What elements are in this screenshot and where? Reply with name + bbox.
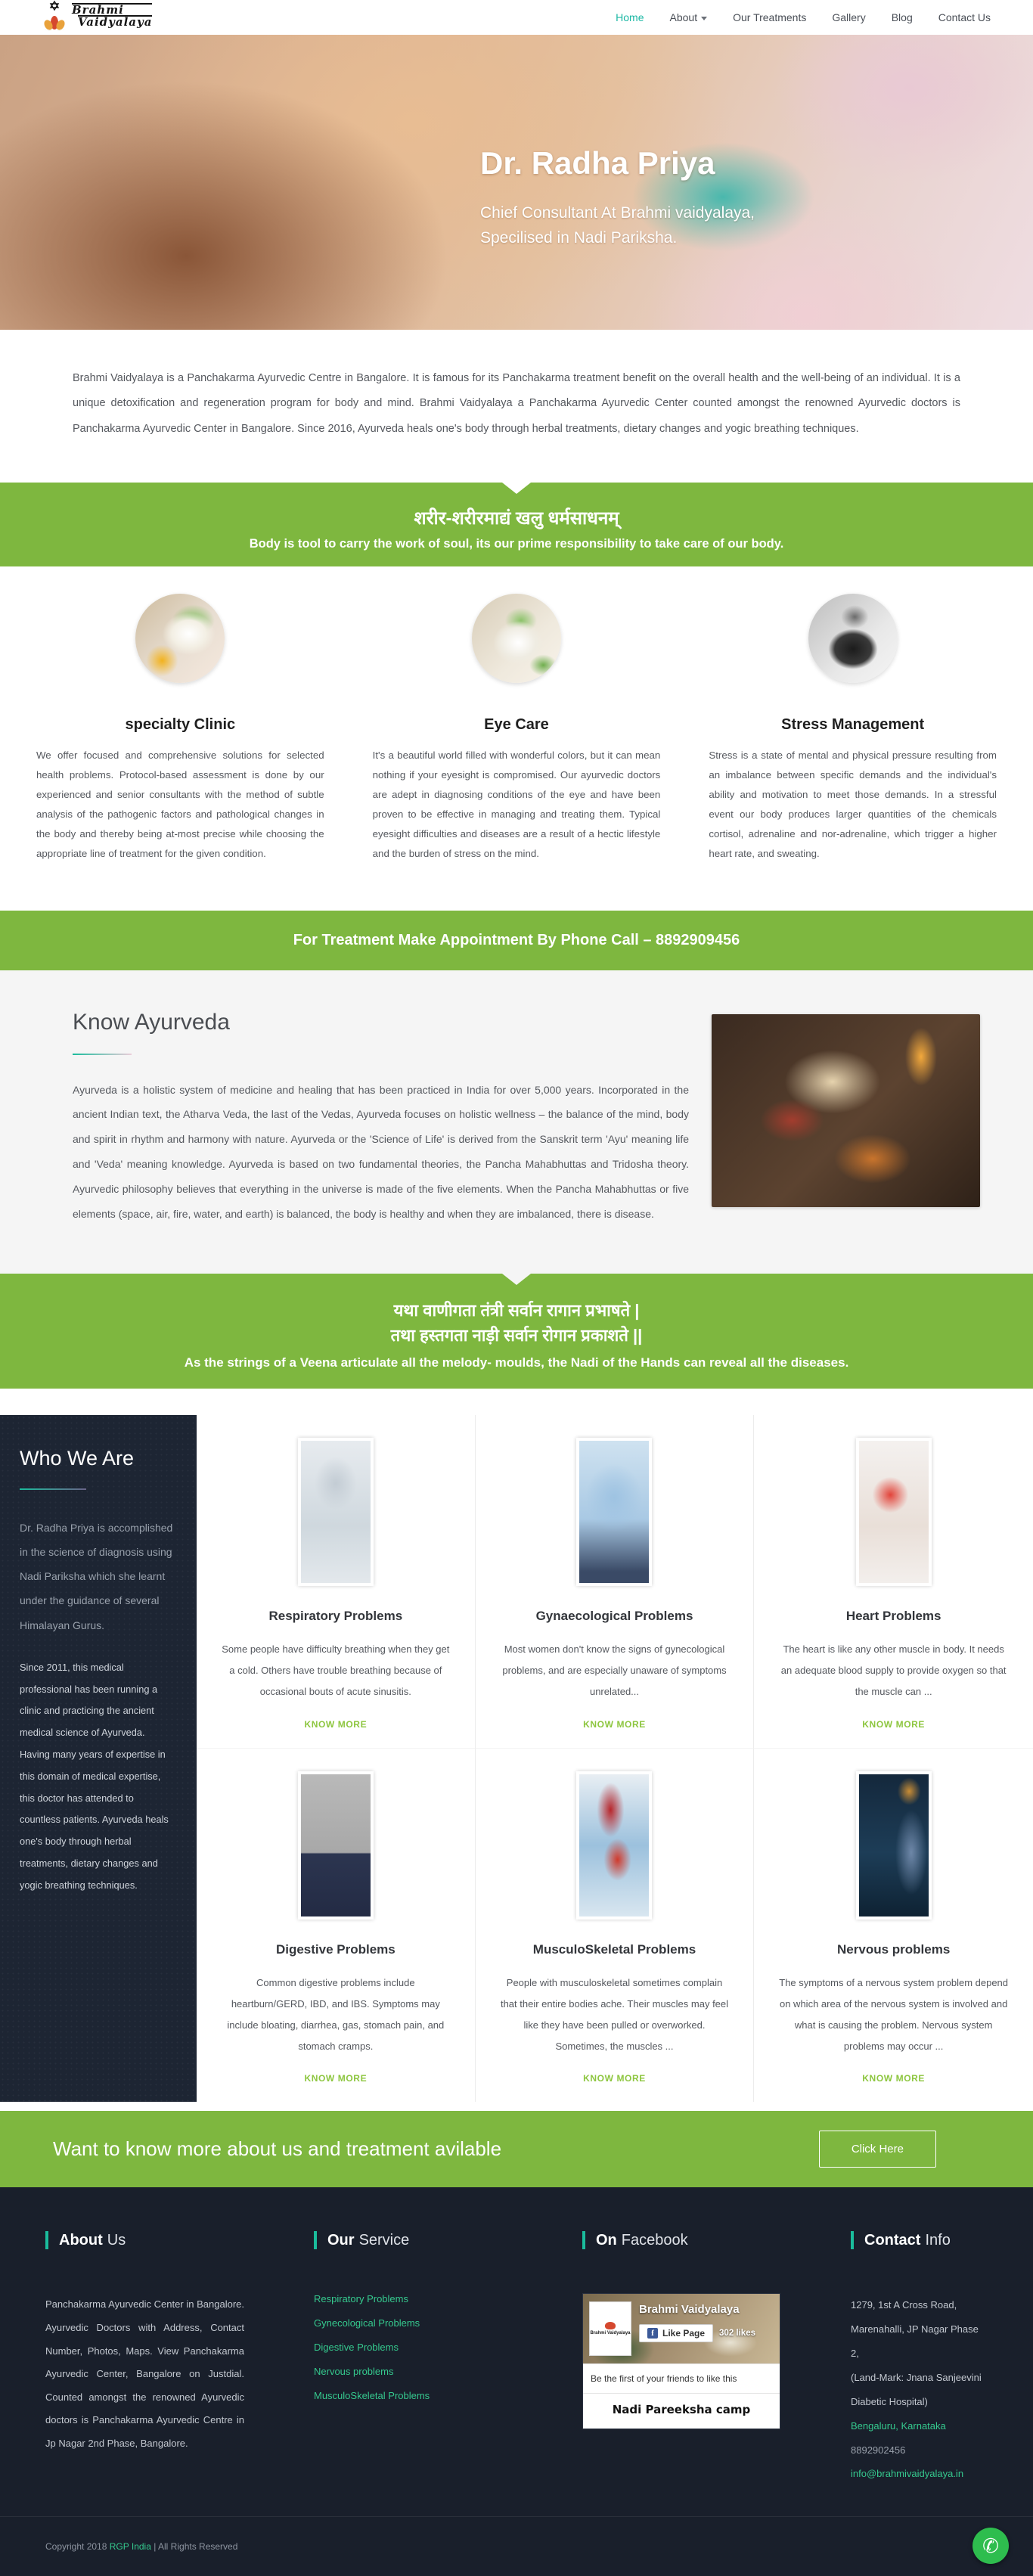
nav-blog[interactable]: Blog [891,11,913,23]
heading-accent-bar [45,2231,48,2249]
footer [0,2187,1033,2516]
brand-name [72,0,152,28]
know-more-link[interactable]: KNOW MORE [583,2073,646,2084]
panel-title: Who We Are [20,1446,135,1470]
nav-about[interactable]: About [670,11,708,23]
footer-facebook-col [582,2231,851,2486]
musculoskeletal-image [576,1771,652,1920]
know-more-link[interactable]: KNOW MORE [304,1718,368,1730]
know-more-link[interactable]: KNOW MORE [583,1718,646,1730]
ayurveda-lamp-image [712,1014,980,1207]
feature-text: We offer focused and comprehensive solutions for selected health problems. Protocol-based assessment is done by our experienced and senior consultants with the method of subtle analysis of the pathogenic factors and pathological changes in the body and thereby being at-most precise while choosing the appropriate line of treatment for the given condition. [36,750,324,859]
cta-text: Want to know more about us and treatment avilable [53,2137,502,2161]
gynaecological-image [576,1438,652,1586]
section-title: Know Ayurveda [73,1009,230,1035]
know-ayurveda-section [0,970,1033,1274]
card-respiratory [197,1415,476,1748]
know-more-link[interactable]: KNOW MORE [862,2073,926,2084]
who-paragraph-1: Dr. Radha Priya is accomplished in the science of diagnosis using Nadi Pariksha which she learnt under the guidance of several Himalayan Gurus. [20,1521,173,1631]
feature-title: Eye Care [484,716,549,734]
card-title: MusculoSkeletal Problems [532,1941,696,1957]
features-section [0,566,1033,911]
facebook-f-icon: f [647,2328,658,2339]
footer-heading-contact: Contact Info [851,2231,988,2249]
feature-text: Stress is a state of mental and physical pressure resulting from an imbalance between specific demands and the individual's ability and motivation to meet those demands. In a stressful event our body produces larger quantities of the chemicals cortisol, adrenaline and nor-adrenaline, which trigger a higher heart rate, and sweating. [709,750,997,859]
card-text: Common digestive problems include heartburn/GERD, IBD, and IBS. Symptoms may include bloating, diarrhea, gas, stomach pain, and stomach cramps. [227,1976,445,2052]
card-text: The heart is like any other muscle in body. It needs an adequate blood supply to provide oxygen so that the muscle can ... [780,1643,1007,1697]
digestive-image [298,1771,374,1920]
copyright-text: Copyright 2018 RGP India | All Rights Reserved [45,2541,238,2553]
intro-section [0,330,1033,483]
quote-band-1 [0,483,1033,566]
card-musculoskeletal [476,1748,755,2103]
card-heart [754,1415,1033,1748]
footer-contact-info [851,2293,988,2486]
facebook-like-button[interactable]: f Like Page [639,2324,713,2342]
card-title: Gynaecological Problems [535,1608,693,1623]
whatsapp-button[interactable] [973,2528,1009,2564]
nervous-image [856,1771,932,1920]
header [0,0,1033,35]
footer-about-col [45,2231,314,2486]
brand-line1: Brahmi [72,3,152,15]
card-text: The symptoms of a nervous system problem depend on which area of the nervous system is involved and what is causing the problem. Nervous system problems may occur ... [779,1976,1009,2052]
intro-paragraph: Brahmi Vaidyalaya is a Panchakarma Ayurvedic Centre in Bangalore. It is famous for its Panchakarma treatment benefit on the overall health and the well-being of an individual. It is a unique detoxification and regeneration program for body and mind. Brahmi Vaidyalaya a Panchakarma Ayurvedic Center counted amongst the renowned Ayurvedic doctors is Panchakarma Ayurvedic Center in Bangalore. Since 2016, Ayurveda heals one's body through herbal treatments, dietary changes and yogic breathing techniques. [73,372,960,435]
who-we-are-panel [0,1415,197,2103]
facebook-page-avatar: Brahmi Vaidyalaya [589,2301,631,2356]
know-ayurveda-paragraph: Ayurveda is a holistic system of medicine and healing that has been practiced in India for over 5,000 years. Incorporated in the ancient Indian text, the Atharva Veda, the last of the Vedas, Ayurveda focuses on holistic wellness – the balance of the mind, body and spirit in rhythm and harmony with nature. Ayurveda or the 'Science of Life' is derived from the Sanskrit term 'Ayu' meaning life and 'Veda' meaning knowledge. Ayurveda is based on two fundamental theories, the Pancha Mahabhuttas and Tridosha theory. Ayurvedic philosophy believes that everything in the universe is made of the five elements. When the Pancha Mahabhuttas or five elements (space, air, fire, water, and earth) is balanced, the body is healthy and when they are imbalanced, there is disease. [73,1083,689,1221]
sanskrit-verse-line2: तथा हस्तगता नाड़ी सर्वान रोगान प्रकाशते || [390,1325,643,1345]
footer-link-gynecological[interactable]: Gynecological Problems [314,2317,420,2329]
brand-line2: Vaidyalaya [78,15,153,29]
footer-link-musculoskeletal[interactable]: MusculoSkeletal Problems [314,2390,430,2402]
quote-translation: Body is tool to carry the work of soul, its our prime responsibility to take care of our body. [249,537,784,551]
card-gynaecological [476,1415,755,1748]
problem-cards-grid [197,1415,1033,2103]
footer-heading-service: Our Service [314,2231,582,2249]
card-title: Respiratory Problems [268,1608,403,1623]
hero-subtitle [480,201,755,250]
notch-triangle [502,1274,531,1285]
cta-band [0,2111,1033,2187]
whatsapp-icon: ✆ [982,2534,999,2558]
nav-contact-us[interactable]: Contact Us [938,11,991,23]
hero-subtitle-line2: Specilised in Nadi Pariksha. [480,228,678,247]
card-title: Digestive Problems [275,1941,396,1957]
facebook-page-name: Brahmi Vaidyalaya [639,2303,740,2317]
verse-translation: As the strings of a Veena articulate all the melody- moulds, the Nadi of the Hands can reveal all the diseases. [184,1355,849,1370]
card-title: Nervous problems [837,1941,951,1957]
card-title: Heart Problems [845,1608,941,1623]
who-paragraph-2: Since 2011, this medical professional has been running a clinic and practicing the ancient medical science of Ayurveda. Having many years of expertise in this domain of medical expertise, this doctor has attended to countless patients. Ayurveda heals one's body through herbal treatments, dietary changes and yogic breathing techniques. [20,1661,169,1891]
facebook-post-caption: Nadi Pareeksha camp [583,2393,780,2429]
feature-title: Stress Management [781,716,925,734]
facebook-cover-photo [583,2294,780,2363]
footer-link-digestive[interactable]: Digestive Problems [314,2342,399,2354]
footer-service-col [314,2231,582,2486]
feature-text: It's a beautiful world filled with wonderful colors, but it can mean nothing if your eyesight is compromised. Our ayurvedic doctors are adept in diagnosing conditions of the eye and have been proven to be effective in managing and treating them. Typical eyesight difficulties and diseases are a result of a hectic lifestyle and the burden of stress on the mind. [372,750,661,859]
card-text: Some people have difficulty breathing when they get a cold. Others have trouble breathing because of occasional bouts of acute sinusitis. [222,1643,450,1697]
facebook-like-count: 302 likes [719,2329,755,2339]
footer-contact-col [851,2231,988,2486]
heading-accent-bar [582,2231,585,2249]
contact-address-line1: 1279, 1st A Cross Road, Marenahalli, JP Nagar Phase 2, [851,2299,979,2360]
main-nav [616,11,991,23]
title-underline [20,1488,86,1490]
contact-landmark: (Land-Mark: Jnana Sanjeevini Diabetic Hospital) [851,2372,982,2407]
footer-heading-about: About Us [45,2231,314,2249]
copyright-bar [0,2516,1033,2576]
lotus-star-icon [42,0,67,36]
feature-specialty-clinic [36,594,324,864]
brand-logo[interactable] [42,0,152,35]
nav-home[interactable]: Home [616,11,644,23]
click-here-button[interactable]: Click Here [819,2131,936,2168]
know-more-link[interactable]: KNOW MORE [862,1718,926,1730]
feature-stress-management [709,594,997,864]
facebook-prompt-text: Be the first of your friends to like this [583,2363,780,2393]
nav-our-treatments[interactable]: Our Treatments [733,11,807,23]
footer-heading-facebook: On Facebook [582,2231,851,2249]
heading-accent-bar [851,2231,854,2249]
who-we-are-section [0,1389,1033,2103]
facebook-page-widget [582,2293,780,2429]
hero-text [480,145,755,250]
sanskrit-quote: शरीर-शरीरमाद्यं खलु धर्मसाधनम् [414,508,619,529]
title-underline [73,1054,132,1055]
mortar-pestle-image [472,594,561,683]
sanskrit-verse-line1: यथा वाणीगता तंत्री सर्वान रागान प्रभाषते | [393,1300,640,1320]
card-nervous [754,1748,1033,2103]
copyright-brand-link[interactable]: RGP India [109,2541,151,2553]
heart-image [856,1438,932,1586]
know-ayurveda-text-col [73,1010,689,1227]
footer-service-links [314,2293,582,2401]
contact-phone[interactable]: 8892902456 [851,2444,906,2456]
contact-email[interactable]: info@brahmivaidyalaya.in [851,2468,964,2480]
respiratory-image [298,1438,374,1586]
hero-banner [0,35,1033,330]
footer-link-nervous[interactable]: Nervous problems [314,2366,394,2378]
card-digestive [197,1748,476,2103]
lotus-icon [605,2322,616,2329]
feature-title: specialty Clinic [125,716,236,734]
footer-link-respiratory[interactable]: Respiratory Problems [314,2293,408,2305]
heading-accent-bar [314,2231,317,2249]
card-text: People with musculoskeletal sometimes complain that their entire bodies ache. Their muscles may feel like they have been pulled or overworked. Sometimes, the muscles ... [500,1976,729,2052]
hero-subtitle-line1: Chief Consultant At Brahmi vaidyalaya, [480,204,755,222]
hero-title: Dr. Radha Priya [480,145,715,181]
feature-eye-care [373,594,661,864]
appointment-band: For Treatment Make Appointment By Phone Call – 8892909456 [0,911,1033,970]
black-mortar-image [808,594,898,683]
chevron-down-icon [701,17,707,20]
herbs-mortar-image [135,594,225,683]
nav-gallery[interactable]: Gallery [832,11,866,23]
card-text: Most women don't know the signs of gynecological problems, and are especially unaware of symptoms unrelated... [502,1643,727,1697]
contact-city: Bengaluru, Karnataka [851,2419,946,2432]
know-more-link[interactable]: KNOW MORE [304,2073,368,2084]
notch-triangle [502,483,531,494]
quote-band-2 [0,1274,1033,1389]
footer-about-text: Panchakarma Ayurvedic Center in Bangalore. Ayurvedic Doctors with Address, Contact Number, Photos, Maps. View Panchakarma Ayurvedic Center, Bangalore on Justdial. Counted amongst the renowned Ayurvedic doctors is Panchakarma Ayurvedic Centre in Jp Nagar 2nd Phase, Bangalore. [45,2298,244,2449]
